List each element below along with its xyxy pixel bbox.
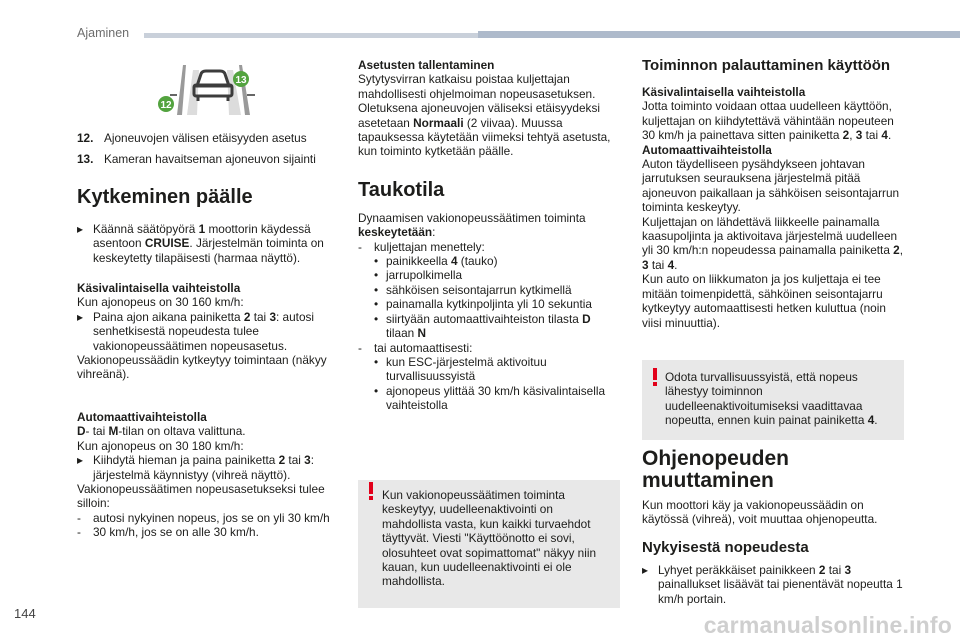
manual-text: Jotta toiminto voidaan ottaa uudelleen käyttöön, kuljettajan on kiihdytettävä vähintään nopeuteen 30 km/h ja painettava sitten painiketta 2, 3 tai 4.	[642, 99, 894, 143]
manual-result: Vakionopeussäädin kytkeytyy toimintaan (näkyy vihreänä).	[77, 353, 327, 382]
step-turn-dial: ▸ Käännä säätöpyörä 1 moottorin käydessä asentoon CRUISE. Järjestelmän toiminta on keskeytetty tilapäisesti (harmaa näyttö).	[77, 221, 324, 265]
header-rule-accent	[478, 31, 960, 38]
save-text: Sytytysvirran katkaisu poistaa kuljettajan mahdollisesti ohjelmoiman nopeusasetuksen. Oletuksena ajoneuvojen väliseksi etäisyydeksi asetetaan Normaali (2 viivaa). Muussa tapauksessa käytetään viimeksi tehtyä asetusta, kun toiminto kytketään päälle.	[358, 72, 611, 159]
column-right-lower	[642, 448, 904, 606]
auto-text: Kuljettajan on lähdettävä liikkeelle painamalla kaasupoljinta ja aktivoitava järjestelmä uudelleen yli 30 km/h:n nopeudessa painamalla painiketta 2, 3 tai 4.	[642, 214, 904, 272]
warning-box-restore	[642, 360, 904, 440]
warning-icon	[368, 482, 374, 500]
manual-title: Käsivalintaisella vaihteistolla	[642, 85, 806, 99]
bullet-item: • sähköisen seisontajarrun kytkimellä	[374, 282, 572, 297]
auto-text: Kun auto on liikkumaton ja jos kuljettaja ei tee mitään toimenpidettä, sähköinen seisontajarru kytkeytyy automaattisesti hetken kuluttua (noin viisi minuuttia).	[642, 272, 886, 330]
heading-current-speed: Nykyisestä nopeudesta	[642, 538, 809, 556]
auto-setpoint-intro: Vakionopeussäätimen nopeusasetukseksi tulee silloin:	[77, 481, 325, 511]
auto-speed-range: Kun ajonopeus on 30 180 km/h:	[77, 438, 244, 453]
pause-intro: Dynaamisen vakionopeussäätimen toiminta keskeytetään:	[358, 210, 586, 240]
step-short-press: ▸ Lyhyet peräkkäiset painikkeen 2 tai 3 painallukset lisäävät tai pienentävät nopeutta 1 km/h portain.	[642, 562, 903, 606]
legend-item: 13. Kameran havaitseman ajoneuvon sijainti	[77, 152, 316, 167]
distance-display-figure	[157, 60, 269, 118]
section-title: Ajaminen	[77, 26, 130, 40]
warning-box-pause	[358, 480, 620, 608]
auto-gear-mode: D- tai M-tilan on oltava valittuna.	[77, 424, 246, 439]
warning-text: Kun vakionopeussäätimen toiminta keskeytyy, uudelleenaktivointi on mahdollista vasta, kun kaikki turvaehdot täyttyvät. Viesti "Käyttöönotto ei sovi, olosuhteet ovat sopimattomat" näkyy niin kauan, kun uudelleenaktivointi ei ole mahdollista.	[382, 488, 597, 589]
header-rule	[144, 33, 478, 38]
dash-item: - kuljettajan menettely:	[358, 239, 485, 254]
warning-text: Odota turvallisuussyistä, että nopeus lähestyy toiminnon uudelleenaktivoitumiseksi vaadittavaa nopeutta, ennen kuin painat painiketta 4.	[665, 370, 878, 428]
heading-kytkeminen: Kytkeminen päälle	[77, 185, 253, 208]
heading-change: Ohjenopeuden muuttaminen	[642, 447, 789, 492]
bullet-item: • ajonopeus ylittää 30 km/h käsivalintaisella vaihteistolla	[374, 383, 606, 413]
callout-12	[158, 96, 174, 112]
manual-step: ▸ Paina ajon aikana painiketta 2 tai 3: autosi senhetkisestä nopeudesta tulee vakionopeussäätimen nopeusasetus.	[77, 309, 315, 353]
heading-restore: Toiminnon palauttaminen käyttöön	[642, 57, 891, 74]
column-middle	[358, 58, 620, 413]
bullet-item: • siirtyään automaattivaihteiston tilasta D tilaan N	[374, 311, 591, 341]
heading-taukotila: Taukotila	[358, 178, 445, 201]
callout-13	[233, 71, 249, 87]
bullet-item: • painamalla kytkinpoljinta yli 10 sekuntia	[374, 297, 592, 312]
warning-icon	[652, 368, 658, 386]
legend-item: 12. Ajoneuvojen välisen etäisyyden asetus	[77, 131, 307, 145]
auto-title: Automaattivaihteistolla	[642, 142, 772, 157]
auto-step: ▸ Kiihdytä hieman ja paina painiketta 2 tai 3: järjestelmä käynnistyy (vihreä näyttö).	[77, 453, 315, 482]
auto-text: Auton täydelliseen pysähdykseen johtavan jarrutuksen seurauksena järjestelmä pitää ajoneuvon paikallaan ja sähköisen seisontajarrun toiminta keskeytyy.	[642, 157, 900, 215]
dash-item: - 30 km/h, jos se on alle 30 km/h.	[77, 525, 259, 540]
save-title: Asetusten tallentaminen	[358, 58, 495, 72]
manual-speed-range: Kun ajonopeus on 30 160 km/h:	[77, 295, 244, 310]
bullet-item: • painikkeella 4 (tauko)	[374, 254, 498, 269]
column-left	[77, 131, 339, 540]
dash-item: - autosi nykyinen nopeus, jos se on yli 30 km/h	[77, 510, 330, 525]
manual-title: Käsivalintaisella vaihteistolla	[77, 281, 241, 296]
auto-title: Automaattivaihteistolla	[77, 409, 207, 424]
svg-text:12: 12	[160, 100, 172, 111]
watermark: carmanualsonline.info	[703, 612, 952, 638]
svg-text:13: 13	[235, 75, 247, 86]
bullet-item: • jarrupolkimella	[374, 268, 463, 283]
change-text: Kun moottori käy ja vakionopeussäädin on käytössä (vihreä), voit muuttaa ohjenopeutta.	[642, 498, 878, 527]
bullet-item: • kun ESC-järjestelmä aktivoituu turvallisuussyistä	[374, 354, 547, 384]
column-right	[642, 57, 904, 330]
page-number: 144	[14, 606, 36, 621]
dash-item: - tai automaattisesti:	[358, 340, 473, 355]
